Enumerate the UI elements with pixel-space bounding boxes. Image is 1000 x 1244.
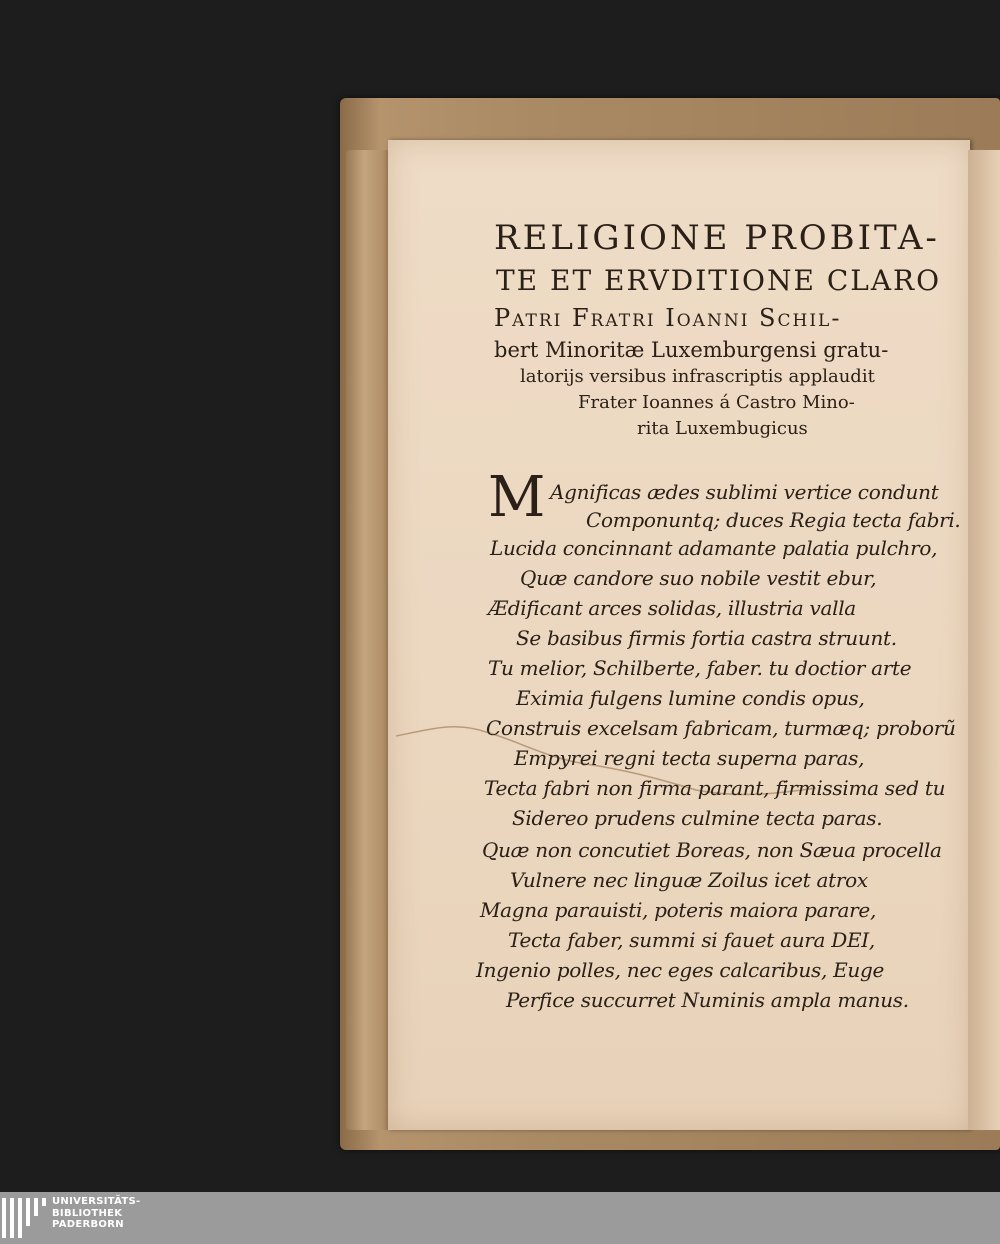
- library-logo-text[interactable]: [52, 1196, 141, 1231]
- verse-line-10: Empyrei regni tecta superna paras,: [514, 746, 865, 770]
- verse-line-8: Eximia fulgens lumine condis opus,: [516, 686, 865, 710]
- heading-line-7: rita Luxembugicus: [637, 418, 808, 439]
- footer-bar: [0, 1192, 1000, 1244]
- heading-line-3: Patri Fratri Ioanni Schil-: [494, 304, 842, 332]
- heading-line-5: latorijs versibus infrascriptis applaudit: [520, 366, 875, 387]
- verse-line-3: Lucida concinnant adamante palatia pulchro,: [490, 536, 938, 560]
- drop-capital: M: [488, 465, 546, 530]
- verse-line-4: Quæ candore suo nobile vestit ebur,: [520, 566, 877, 590]
- logo-line-2: BIBLIOTHEK: [52, 1207, 123, 1219]
- verse-line-12: Sidereo prudens culmine tecta paras.: [512, 806, 883, 830]
- verse-line-6: Se basibus firmis fortia castra struunt.: [516, 626, 897, 650]
- verse-line-11: Tecta fabri non firma parant, firmissima sed tu: [484, 776, 946, 800]
- verse-line-1: Agnificas ædes sublimi vertice condunt: [550, 480, 939, 504]
- heading-line-1: RELIGIONE PROBITA-: [494, 218, 940, 258]
- verse-line-17: Ingenio polles, nec eges calcaribus, Euge: [476, 958, 885, 982]
- verse-line-7: Tu melior, Schilberte, faber. tu doctior arte: [488, 656, 912, 680]
- library-logo-icon[interactable]: [0, 1196, 48, 1240]
- verse-line-2: Componuntq; duces Regia tecta fabri.: [586, 508, 961, 532]
- verse-line-9: Construis excelsam fabricam, turmæq; proborũ: [486, 716, 956, 740]
- verse-line-5: Ædificant arces solidas, illustria valla: [488, 596, 856, 620]
- heading-line-4: bert Minoritæ Luxemburgensi gratu-: [494, 338, 889, 362]
- verse-line-18: Perfice succurret Numinis ampla manus.: [506, 988, 909, 1012]
- verse-line-15: Magna parauisti, poteris maiora parare,: [480, 898, 876, 922]
- verse-line-16: Tecta faber, summi si fauet aura DEI,: [508, 928, 875, 952]
- logo-line-3: PADERBORN: [52, 1219, 124, 1230]
- logo-line-1: UNIVERSITÄTS-: [52, 1196, 141, 1207]
- heading-line-6: Frater Ioannes á Castro Mino-: [578, 392, 855, 413]
- heading-line-2: TE ET ERVDITIONE CLARO: [496, 264, 942, 297]
- verse-line-13: Quæ non concutiet Boreas, non Sæua procella: [482, 838, 942, 862]
- verse-line-14: Vulnere nec linguæ Zoilus icet atrox: [510, 868, 868, 892]
